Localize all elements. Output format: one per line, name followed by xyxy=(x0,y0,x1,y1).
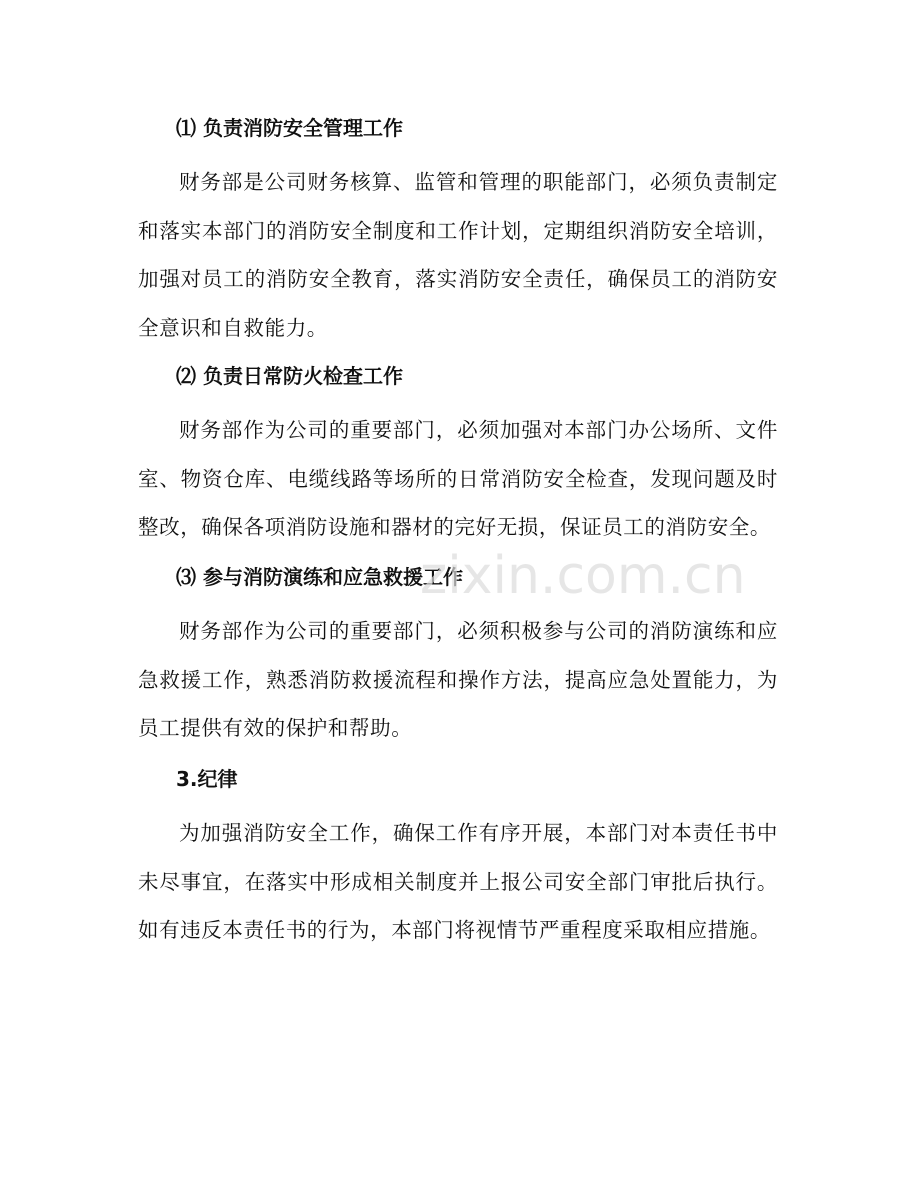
section-4-heading: 3.纪律 xyxy=(176,767,238,791)
section-2-paragraph: 财务部作为公司的重要部门，必须加强对本部门办公场所、文件室、物资仓库、电缆线路等场所的日常消防安全检查，发现问题及时整改，确保各项消防设施和器材的完好无损，保证员工的消防安全。 xyxy=(138,418,778,539)
watermark-text: zixin.com.cn xyxy=(420,546,746,606)
section-3-heading: ⑶ 参与消防演练和应急救援工作 xyxy=(176,565,463,589)
section-1-paragraph: 财务部是公司财务核算、监管和管理的职能部门，必须负责制定和落实本部门的消防安全制度和工作计划，定期组织消防安全培训，加强对员工的消防安全教育，落实消防安全责任，确保员工的消防安全意识和自救能力。 xyxy=(138,170,778,340)
section-1-heading: ⑴ 负责消防安全管理工作 xyxy=(176,116,403,140)
section-3-paragraph: 财务部作为公司的重要部门，必须积极参与公司的消防演练和应急救援工作，熟悉消防救援流程和操作方法，提高应急处置能力，为员工提供有效的保护和帮助。 xyxy=(138,619,778,740)
section-2-heading: ⑵ 负责日常防火检查工作 xyxy=(176,364,403,388)
section-4-paragraph: 为加强消防安全工作，确保工作有序开展，本部门对本责任书中未尽事宜，在落实中形成相关制度并上报公司安全部门审批后执行。如有违反本责任书的行为，本部门将视情节严重程度采取相应措施。 xyxy=(138,821,778,942)
